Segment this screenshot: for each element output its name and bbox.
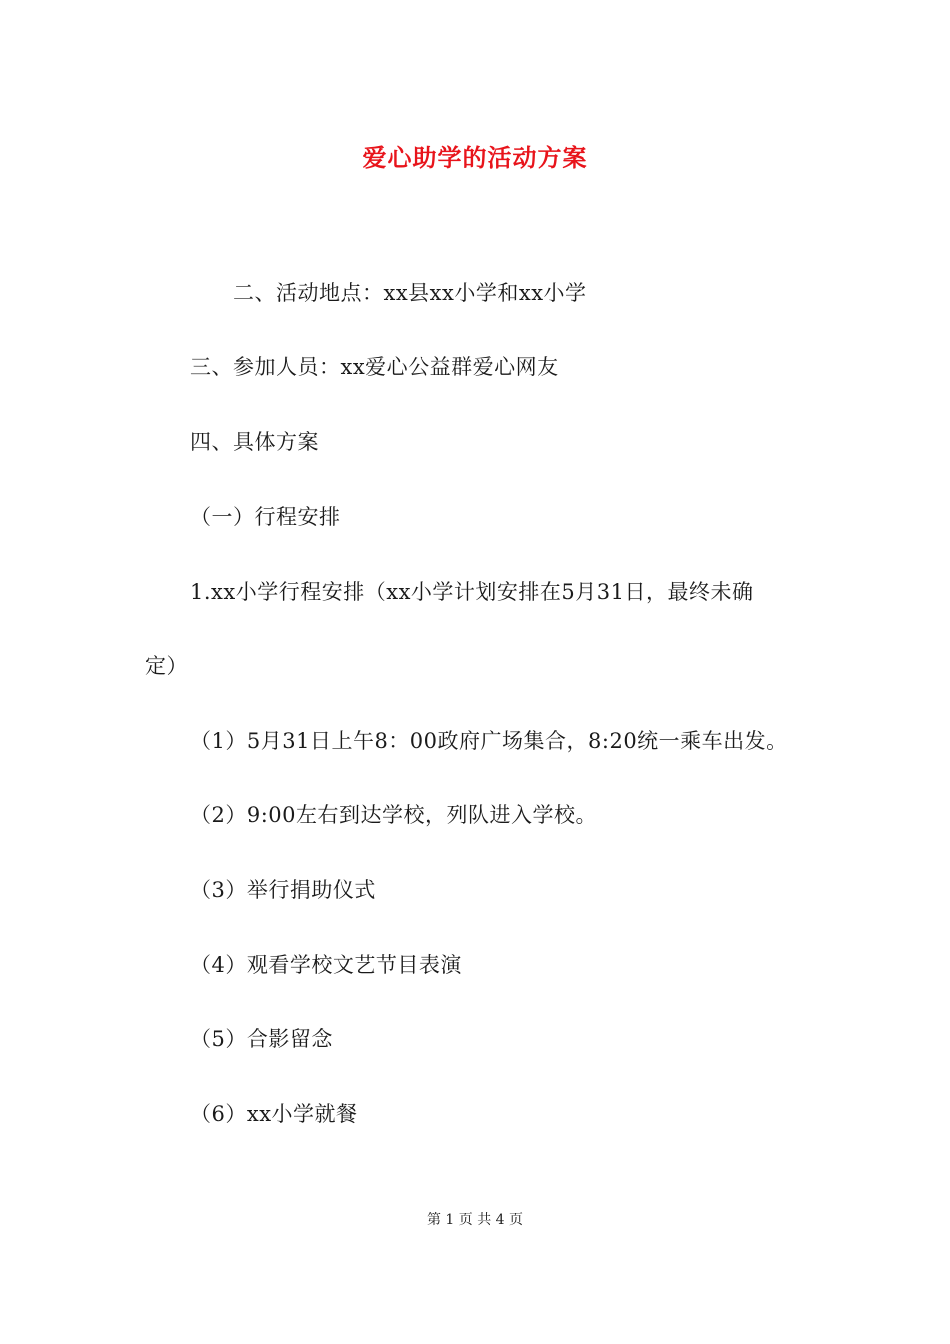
paragraph-participants: 三、参加人员：xx爱心公益群爱心网友	[190, 355, 559, 379]
document-title: 爱心助学的活动方案	[362, 144, 588, 172]
list-item-3: （3）举行捐助仪式	[190, 878, 376, 902]
list-item-1: （1）5月31日上午8：00政府广场集合，8:20统一乘车出发。	[190, 729, 788, 753]
subsection-heading-schedule: （一）行程安排	[190, 505, 341, 529]
list-item-6: （6）xx小学就餐	[190, 1102, 358, 1126]
section-heading-plan: 四、具体方案	[190, 430, 319, 454]
paragraph-school-schedule: 1.xx小学行程安排（xx小学计划安排在5月31日，最终未确	[190, 580, 754, 604]
paragraph-school-schedule-continued: 定）	[145, 654, 188, 678]
page-footer: 第 1 页 共 4 页	[426, 1212, 524, 1228]
list-item-2: （2）9:00左右到达学校，列队进入学校。	[190, 803, 598, 827]
list-item-5: （5）合影留念	[190, 1027, 333, 1051]
paragraph-location: 二、活动地点：xx县xx小学和xx小学	[233, 281, 587, 305]
list-item-4: （4）观看学校文艺节目表演	[190, 953, 462, 977]
